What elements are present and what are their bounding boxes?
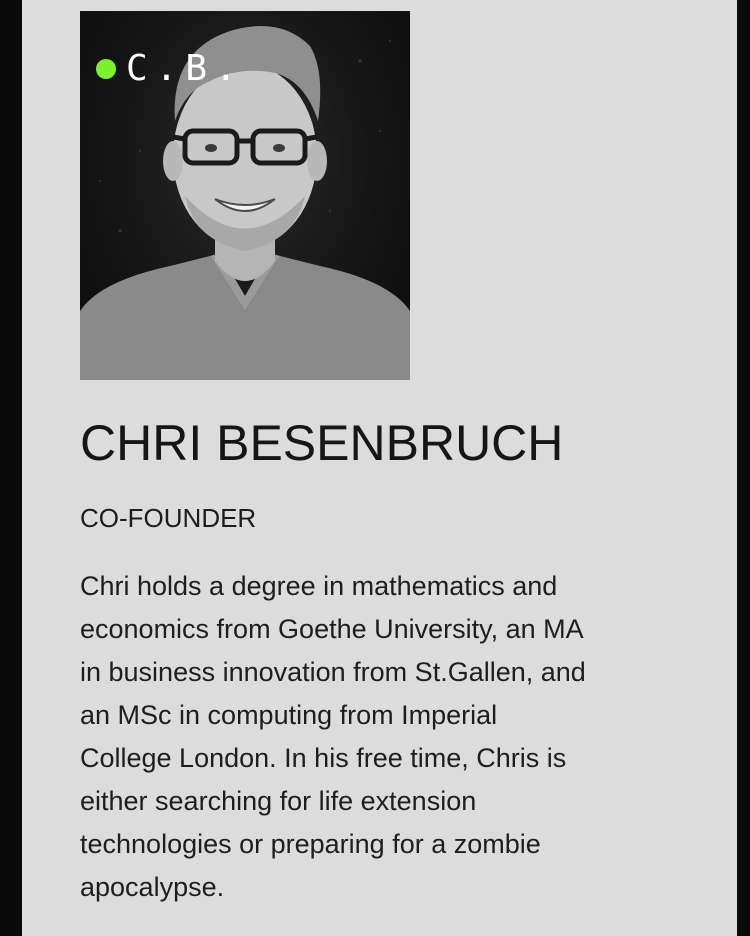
bio-line: College London. In his free time, Chris is bbox=[80, 743, 567, 773]
status-dot-icon bbox=[96, 59, 116, 79]
bio-line: economics from Goethe University, an MA bbox=[80, 614, 584, 644]
profile-photo bbox=[80, 11, 410, 380]
profile-name: CHRI BESENBRUCH bbox=[80, 415, 564, 471]
bio-line: technologies or preparing for a zombie bbox=[80, 829, 541, 859]
bio-line: Chri holds a degree in mathematics and bbox=[80, 571, 558, 601]
photo-tag bbox=[96, 48, 245, 89]
bio-line: either searching for life extension bbox=[80, 786, 477, 816]
bio-line: in business innovation from St.Gallen, and bbox=[80, 657, 586, 687]
profile-bio bbox=[80, 565, 700, 909]
profile-role: CO-FOUNDER bbox=[80, 503, 257, 533]
bio-line: an MSc in computing from Imperial bbox=[80, 700, 498, 730]
profile-card bbox=[22, 0, 737, 936]
bio-line: apocalypse. bbox=[80, 872, 225, 902]
photo-tag-label: C.B. bbox=[126, 48, 245, 89]
